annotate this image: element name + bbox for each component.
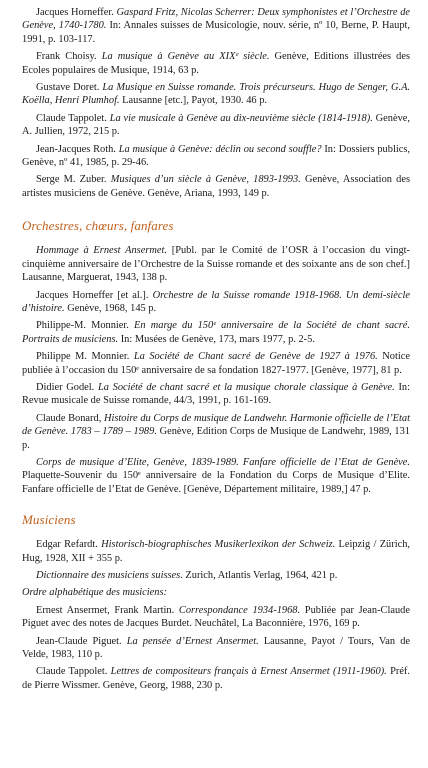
- entry-author: Jacques Horneffer [et al.].: [36, 289, 153, 301]
- entry-title: Histoire du Corps de musique de Landwehr. Harmonie officielle de l’Etat de Genève. 1783 – 1789 – 1989.: [22, 412, 410, 438]
- bibliography-entry: [22, 538, 410, 565]
- entry-title: En marge du 150ᵉ anniversaire de la Société de chant sacré. Portraits de musiciens.: [22, 320, 410, 345]
- entry-author: Jean-Claude Piguet.: [36, 635, 127, 647]
- entry-details: In: Musées de Genève, 173, mars 1977, p. 2-5.: [118, 333, 315, 345]
- entry-title: Correspondance 1934-1968.: [178, 604, 301, 616]
- bibliography-entry: [22, 319, 410, 346]
- entry-author: Claude Bonard,: [36, 412, 104, 424]
- bibliography-entry: [22, 350, 410, 377]
- entry-details: In: Dossiers publics, Genève, nº 41, 1985, p. 29-46.: [22, 143, 410, 169]
- entry-details: Plaquette-Souvenir du 150ᵉ anniversaire de la Fondation du Corps de Musique d’Elite. Fanfare officielle de l’Etat de Genève. [Genève, Département militaire, 1989,] 47 p.: [22, 470, 410, 495]
- entry-details: Préf. de Pierre Wissmer. Genève, Georg, 1988, 230 p.: [22, 666, 410, 691]
- entry-title: Orchestre de la Suisse romande 1918-1968. Un demi-siècle d’histoire.: [22, 289, 411, 314]
- entry-details: Genève, 1968, 145 p.: [64, 302, 157, 314]
- bibliography-entry: [22, 381, 410, 408]
- entry-title: La musique à Genève au XIXᵉ siècle.: [101, 51, 270, 63]
- entry-details: Genève, Editions illustrées des Ecoles populaires de Musique, 1914, 63 p.: [22, 51, 410, 76]
- entry-details: Lausanne, Payot / Tours, Van de Velde, 1983, 110 p.: [22, 635, 410, 661]
- entry-title: La pensée d’Ernest Ansermet.: [126, 635, 259, 647]
- entry-details: Zurich, Atlantis Verlag, 1964, 421 p.: [182, 570, 338, 581]
- section-heading-musicians: Musiciens: [22, 512, 76, 528]
- entry-author: Philippe M. Monnier.: [36, 351, 134, 363]
- bibliography-entry: [22, 173, 410, 200]
- entry-title: Musiques d’un siècle à Genève, 1893-1993.: [110, 174, 301, 186]
- entry-details: Genève, Association des artistes musiciens de Genève. Genève, Ariana, 1993, 149 p.: [22, 174, 411, 199]
- bibliography-entry: [22, 143, 410, 170]
- entry-author: Frank Choisy.: [36, 51, 102, 63]
- entry-title: Lettres de compositeurs français à Ernest Ansermet (1911-1960).: [110, 666, 387, 678]
- entry-details: Lausanne [etc.], Payot, 1930. 46 p.: [119, 95, 268, 107]
- entry-title: La Société de Chant sacré de Genève de 1927 à 1976.: [133, 351, 378, 363]
- bibliography-entry: [22, 604, 410, 631]
- entry-details: Publiée par Jean-Claude Piguet avec des notes de Jacques Burdet. Neuchâtel, La Baconnière, 1976, 169 p.: [22, 604, 410, 630]
- bibliography-entry: [22, 665, 410, 692]
- entry-author: Gustave Doret.: [36, 82, 103, 94]
- section-orchestras-entries: [22, 244, 410, 496]
- entry-author: Philippe-M. Monnier.: [36, 320, 135, 332]
- bibliography-entry: [22, 244, 410, 284]
- bibliography-entry: [22, 81, 410, 108]
- alphabetical-order-note: Ordre alphabétique des musiciens:: [22, 587, 167, 599]
- bibliography-entry: [22, 412, 410, 452]
- entry-title: La vie musicale à Genève au dix-neuvième siècle (1814-1918).: [109, 112, 373, 124]
- entry-details: In: Annales suisses de Musicologie, nouv. série, nº 10, Berne, P. Haupt, 1991, p. 103-117.: [22, 20, 410, 45]
- entry-details: Notice publiée à l’occasion du 150ᵉ anniversaire de sa fondation 1827-1977. [Genève, 1977], 81 p.: [22, 351, 410, 376]
- section-musicians-entries-alphabetical: [22, 604, 410, 692]
- entry-title: La musique à Genève: déclin ou second souffle?: [118, 143, 322, 155]
- entry-author: Jean-Jacques Roth.: [36, 143, 119, 155]
- section-musicians-entries: [22, 538, 410, 582]
- bibliography-entry: [22, 50, 410, 77]
- bibliography-entry: [22, 456, 410, 496]
- entry-author: Didier Godel.: [36, 381, 98, 393]
- entry-author: Claude Tappolet.: [36, 112, 110, 124]
- entry-details: [Publ. par le Comité de l’OSR à l’occasion du vingt-cinquième anniversaire de l’Orchestre de la Suisse romande et des soixante ans de son chef.] Lausanne, Marguerat, 1943, 138 p.: [22, 245, 410, 284]
- bibliography-entry: [22, 635, 410, 662]
- entry-title: Corps de musique d’Elite, Genève, 1839-1989. Fanfare officielle de l’Etat de Genève.: [36, 456, 410, 468]
- entry-author: Claude Tappolet.: [36, 666, 111, 678]
- entry-title: Gaspard Fritz, Nicolas Scherrer: Deux symphonistes et l’Orchestre de Genève, 1740-1780.: [22, 7, 410, 32]
- entry-details: In: Revue musicale de Suisse romande, 44/3, 1991, p. 161-169.: [22, 381, 411, 407]
- section-heading-orchestras: Orchestres, chœurs, fanfares: [22, 218, 174, 234]
- entry-details: Genève, Edition Corps de Musique de Landwehr, 1989, 131 p.: [22, 426, 410, 451]
- entry-author: Ernest Ansermet, Frank Martin.: [36, 604, 179, 616]
- bibliography-entry: [22, 569, 410, 582]
- bibliography-entry: [22, 6, 410, 46]
- bibliography-entry: [22, 112, 410, 139]
- entry-author: Serge M. Zuber.: [36, 174, 111, 186]
- entry-title: La Société de chant sacré et la musique chorale classique à Genève.: [97, 381, 395, 393]
- entry-details: Genève, A. Jullien, 1972, 215 p.: [22, 112, 410, 138]
- entry-title: Dictionnaire des musiciens suisses.: [36, 570, 183, 581]
- entry-author: Edgar Refardt.: [36, 539, 102, 551]
- entry-title: La Musique en Suisse romande. Trois précurseurs. Hugo de Senger, G.A. Koëlla, Henri Plumhof.: [22, 82, 411, 107]
- entry-details: Leipzig / Zürich, Hug, 1928, XII + 355 p.: [22, 539, 410, 564]
- bibliography-entry: [22, 289, 410, 316]
- entry-title: Hommage à Ernest Ansermet.: [36, 245, 167, 257]
- entry-author: Jacques Horneffer.: [36, 7, 117, 18]
- entry-title: Historisch-biographisches Musikerlexikon der Schweiz.: [101, 539, 336, 551]
- section-genevan-music-history: [22, 6, 410, 200]
